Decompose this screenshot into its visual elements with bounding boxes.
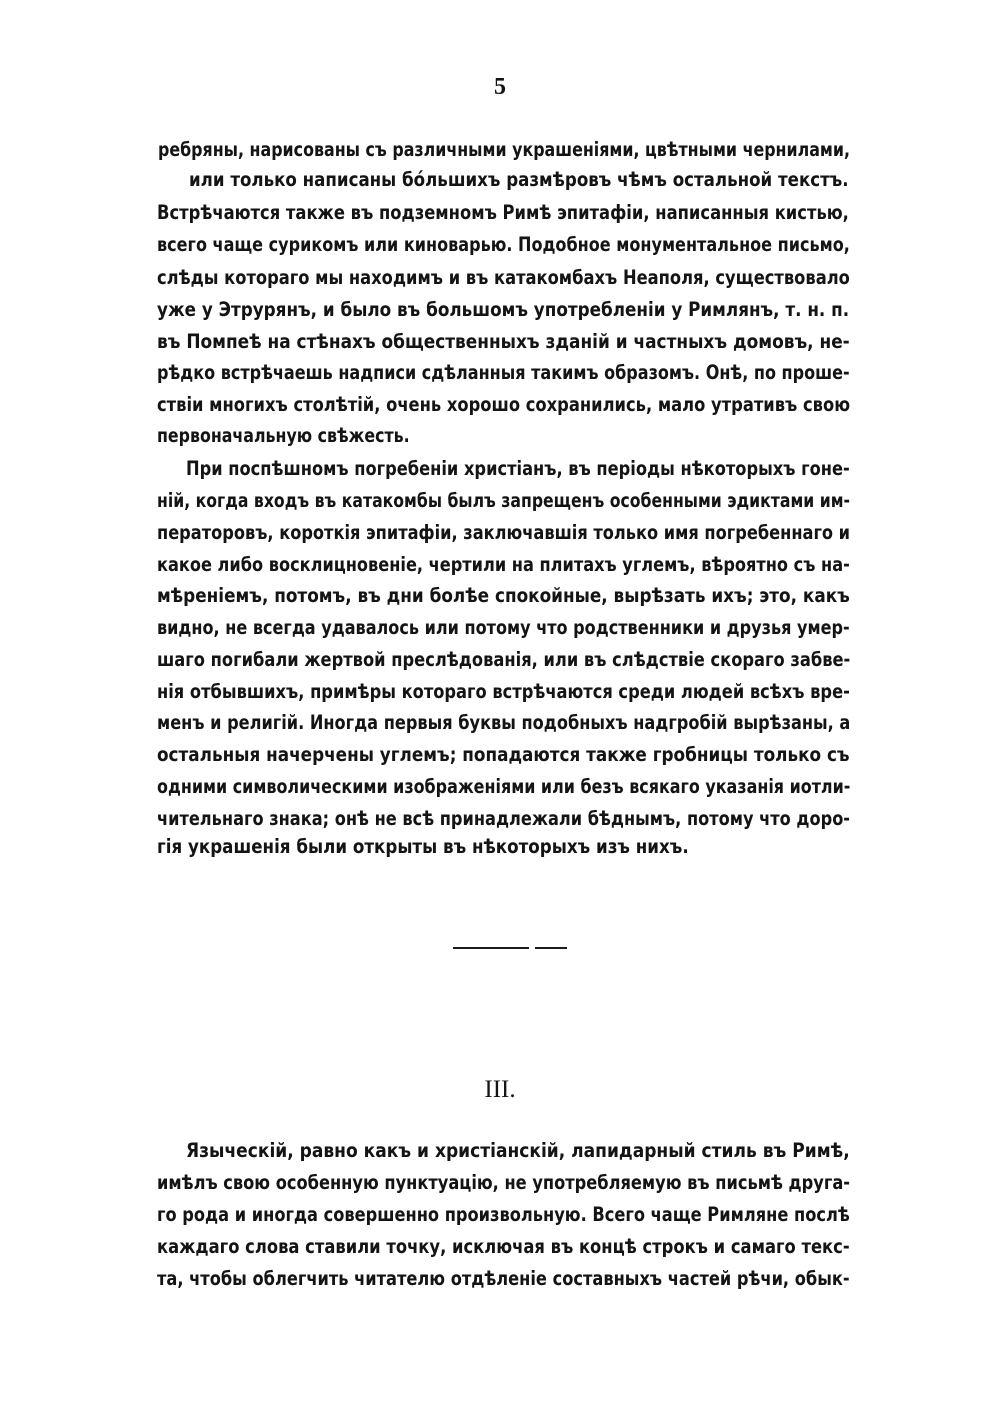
text-line: ператоровъ, короткія эпитафіи, заключавшія только имя погребеннаго и [157, 521, 851, 544]
text-line: остальныя начерчены углемъ; попадаются также гробницы только съ [157, 743, 850, 766]
text-line: Языческій, равно какъ и христіанскій, лапидарный стиль въ Римѣ, [186, 1139, 850, 1162]
text-line: имѣлъ свою особенную пунктуацію, не употребляемую въ письмѣ друга- [157, 1171, 851, 1194]
text-line: всего чаще сурикомъ или киноварью. Подобное монументальное письмо, [157, 233, 850, 256]
text-line: ній, когда входъ въ катакомбы былъ запрещенъ особенными эдиктами им- [157, 489, 851, 512]
text-line: каждаго слова ставили точку, исключая въ концѣ строкъ и самаго текс- [157, 1235, 850, 1258]
text-line: видно, не всегда удавалось или потому что родственники и друзья умер- [157, 616, 850, 639]
text-line: шаго погибали жертвой преслѣдованія, или въ слѣдствіе скораго забве- [157, 648, 851, 671]
text-line: чительнаго знака; онѣ не всѣ принадлежали бѣднымъ, потому что доро- [157, 807, 851, 830]
text-line: ребряны, нарисованы съ различными украшеніями, цвѣтными чернилами, [158, 138, 851, 161]
text-line: мѣреніемъ, потомъ, въ дни болѣе спокойные, вырѣзать ихъ; это, какъ [157, 584, 850, 607]
separator-rule-short [535, 947, 567, 949]
text-line: первоначальную свѣжесть. [157, 424, 410, 447]
text-line: рѣдко встрѣчаешь надписи сдѣланныя такимъ образомъ. Онѣ, по проше- [157, 361, 850, 384]
text-line: та, чтобы облегчить читателю отдѣленіе составныхъ частей рѣчи, обык- [157, 1267, 850, 1290]
section-heading: III. [484, 1076, 516, 1103]
text-line: менъ и религій. Иногда первыя буквы подобныхъ надгробій вырѣзаны, а [157, 711, 851, 734]
text-line: или только написаны бóльшихъ размѣровъ чѣмъ остальной текстъ. [189, 168, 849, 191]
text-line: уже у Этрурянъ, и было въ большомъ употребленіи у Римлянъ, т. н. п. [157, 298, 850, 321]
text-line: одними символическими изображеніями или безъ всякаго указанія иотли- [157, 775, 851, 798]
text-line: Встрѣчаются также въ подземномъ Римѣ эпитафіи, написанныя кистью, [157, 201, 849, 224]
section-separator [453, 947, 567, 949]
text-line: гія украшенія были открыты въ нѣкоторыхъ изъ нихъ. [157, 835, 689, 858]
text-line: въ Помпеѣ на стѣнахъ общественныхъ зданій и частныхъ домовъ, не- [157, 330, 850, 353]
page-number: 5 [494, 74, 506, 100]
text-line: го рода и иногда совершенно произвольную. Всего чаще Римляне послѣ [157, 1203, 850, 1226]
text-line: нія отбывшихъ, примѣры котораго встрѣчаются среди людей всѣхъ вре- [157, 680, 850, 703]
text-line: При поспѣшномъ погребеніи христіанъ, въ періоды нѣкоторыхъ гоне- [186, 457, 850, 480]
text-line: какое либо восклицновеніе, чертили на плитахъ углемъ, вѣроятно съ на- [157, 553, 850, 576]
separator-rule-long [453, 947, 529, 949]
text-line: слѣды котораго мы находимъ и въ катакомбахъ Неаполя, существовало [157, 266, 850, 289]
text-line: ствіи многихъ столѣтій, очень хорошо сохранились, мало утративъ свою [157, 393, 851, 416]
